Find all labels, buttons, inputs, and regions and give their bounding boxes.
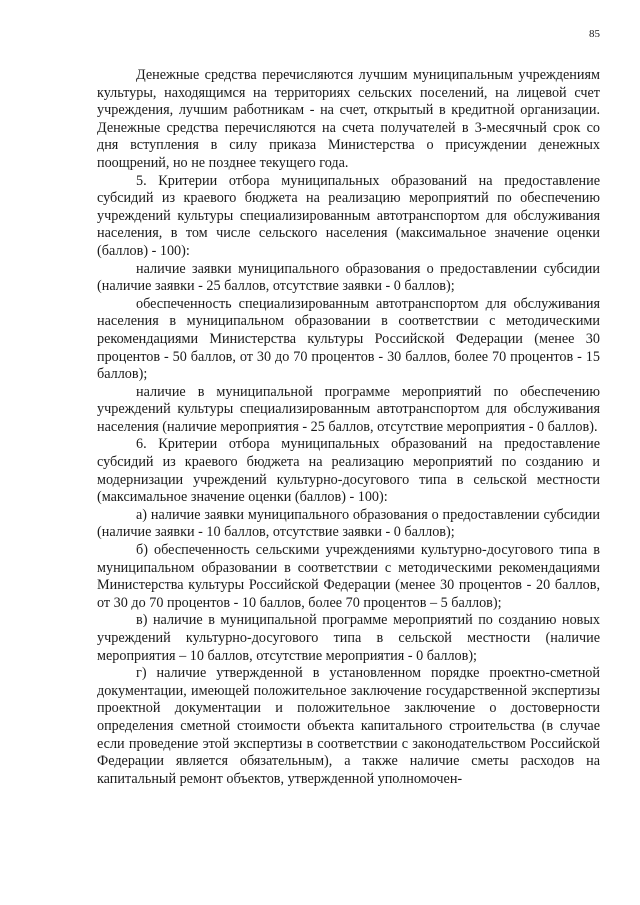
paragraph-criteria-6-v: в) наличие в муниципальной программе мероприятий по созданию новых учреждений культурно-досугового типа в сельской местности (наличие мероприятия – 10 баллов, отсутствие мероприятия - 0 баллов); [97,612,600,664]
paragraph-criteria-5-application: наличие заявки муниципального образования о предоставлении субсидии (наличие заявки - 25 баллов, отсутствие заявки - 0 баллов); [97,260,600,295]
paragraph-criteria-5-transport-provision: обеспеченность специализированным автотранспортом для обслуживания населения в муниципальном образовании в соответствии с методическими рекомендациями Министерства культуры Российской Федерации (менее 30 процентов - 50 баллов, от 30 до 70 процентов - 30 баллов, более 70 процентов - 15 баллов); [97,295,600,383]
document-body [97,67,600,788]
paragraph-monetary-transfer: Денежные средства перечисляются лучшим муниципальным учреждениям культуры, находящимся на территориях сельских поселений, на лицевой счет учреждения, лучшим работникам - на счет, открытый в кредитной организации. Денежные средства перечисляются на счета получателей в 3-месячный срок со дня вступления в силу приказа Министерства о присуждении денежных поощрений, но не позднее текущего года. [97,67,600,171]
paragraph-criteria-6-heading: 6. Критерии отбора муниципальных образований на предоставление субсидий из краевого бюджета на реализацию мероприятий по созданию и модернизации учреждений культурно-досугового типа в сельской местности (максимальное значение оценки (баллов) - 100): [97,436,600,506]
paragraph-criteria-6-g: г) наличие утвержденной в установленном порядке проектно-сметной документации, имеющей положительное заключение государственной экспертизы проектной документации и положительное заключение о достоверности определения сметной стоимости объекта капитального строительства (в случае если проведение этой экспертизы в соответствии с законодательством Российской Федерации является обязательным), а также наличие сметы расходов на капитальный ремонт объектов, утвержденной уполномочен- [97,665,600,787]
paragraph-criteria-5-heading: 5. Критерии отбора муниципальных образований на предоставление субсидий из краевого бюджета на реализацию мероприятий по обеспечению учреждений культуры специализированным автотранспортом для обслуживания населения, в том числе сельского населения (максимальное значение оценки (баллов) - 100): [97,172,600,259]
paragraph-criteria-6-b: б) обеспеченность сельскими учреждениями культурно-досугового типа в муниципальном образовании в соответствии с методическими рекомендациями Министерства культуры Российской Федерации (менее 30 процентов - 20 баллов, от 30 до 70 процентов - 10 баллов, более 70 процентов – 5 баллов); [97,542,600,611]
paragraph-criteria-5-program-measures: наличие в муниципальной программе мероприятий по обеспечению учреждений культуры специализированным автотранспортом для обслуживания населения (наличие мероприятия - 25 баллов, отсутствие мероприятия - 0 баллов). [97,383,600,435]
paragraph-criteria-6-a: а) наличие заявки муниципального образования о предоставлении субсидии (наличие заявки - 10 баллов, отсутствие заявки - 0 баллов); [97,506,600,541]
page-number: 85 [589,28,600,40]
